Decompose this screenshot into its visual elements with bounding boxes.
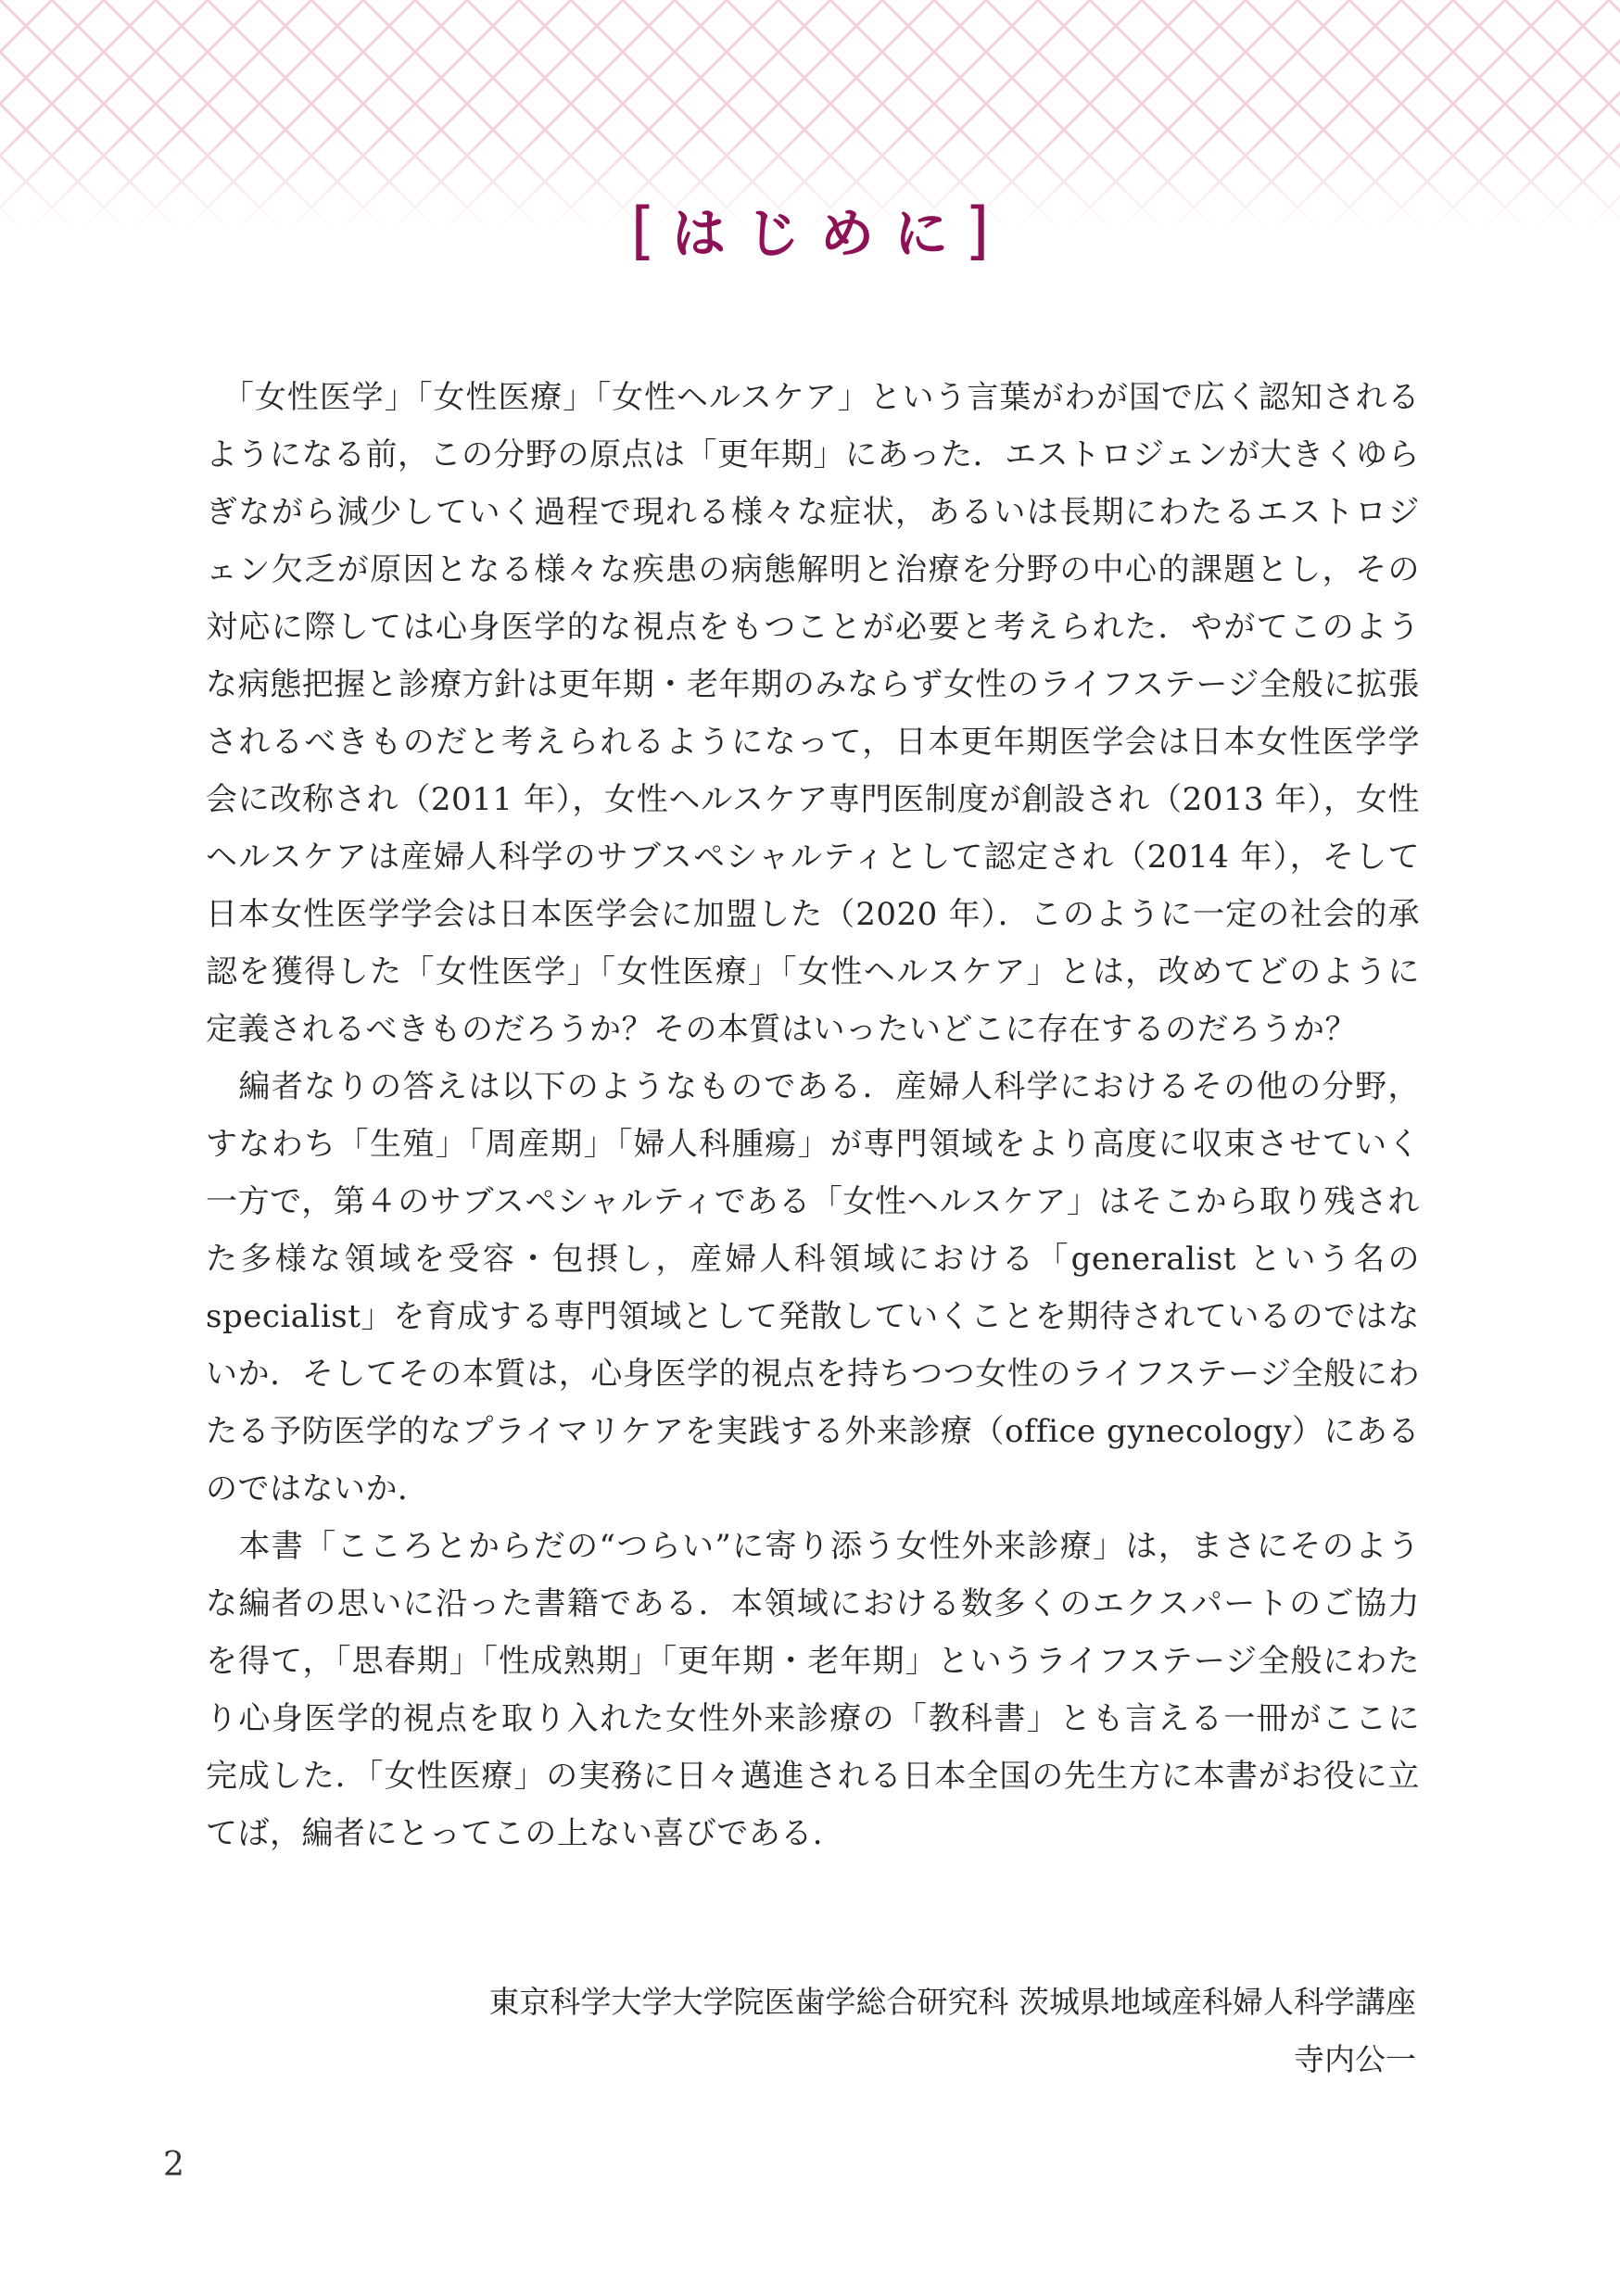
signature-block <box>206 1974 1416 2088</box>
author-affiliation: 東京科学大学大学院医歯学総合研究科 茨城県地域産科婦人科学講座 <box>488 1984 1416 2020</box>
paragraph-1: 「女性医学」「女性医療」「女性ヘルスケア」という言葉がわが国で広く認知されるようになる前，この分野の原点は「更年期」にあった．エストロジェンが大きくゆらぎながら減少していく過程で現れる様々な症状，あるいは長期にわたるエストロジェン欠乏が原因となる様々な疾患の病態解明と治療を分野の中心的課題とし，その対応に際しては心身医学的な視点をもつことが必要と考えられた．やがてこのような病態把握と診療方針は更年期・老年期のみならず女性のライフステージ全般に拡張されるべきものだと考えられるようになって，日本更年期医学会は日本女性医学学会に改称され（2011 年），女性ヘルスケア専門医制度が創設され（2013 年），女性ヘルスケアは産婦人科学のサブスペシャルティとして認定され（2014 年），そして日本女性医学学会は日本医学会に加盟した（2020 年）．このように一定の社会的承認を獲得した「女性医学」「女性医療」「女性ヘルスケア」とは，改めてどのように定義されるべきものだろうか？その本質はいったいどこに存在するのだろうか？ <box>206 379 1420 1048</box>
author-name: 寺内公一 <box>1294 2041 1416 2077</box>
paragraph-2: 編者なりの答えは以下のようなものである．産婦人科学におけるその他の分野，すなわち「生殖」「周産期」「婦人科腫瘍」が専門領域をより高度に収束させていく一方で，第４のサブスペシャルティである「女性ヘルスケア」はそこから取り残された多様な領域を受容・包摂し，産婦人科領域における「generalist という名の specialist」を育成する専門領域として発散していくことを期待されているのではないか．そしてその本質は，心身医学的視点を持ちつつ女性のライフステージ全般にわたる予防医学的なプライマリケアを実践する外来診療（office gynecology）にあるのではないか． <box>206 1068 1420 1508</box>
heading-close-bracket: ] <box>965 195 990 268</box>
page-number: 2 <box>163 2146 184 2184</box>
body-text <box>206 369 1420 1862</box>
heading-open-bracket: [ <box>630 195 655 268</box>
paragraph-3: 本書「こころとからだの“つらい”に寄り添う女性外来診療」は，まさにそのような編者の思いに沿った書籍である．本領域における数多くのエクスパートのご協力を得て，「思春期」「性成熟期」「更年期・老年期」というライフステージ全般にわたり心身医学的視点を取り入れた女性外来診療の「教科書」とも言える一冊がここに完成した．「女性医療」の実務に日々邁進される日本全国の先生方に本書がお役に立てば，編者にとってこの上ない喜びである． <box>206 1528 1420 1852</box>
page-heading <box>0 185 1620 287</box>
heading-title: はじめに <box>671 202 968 265</box>
